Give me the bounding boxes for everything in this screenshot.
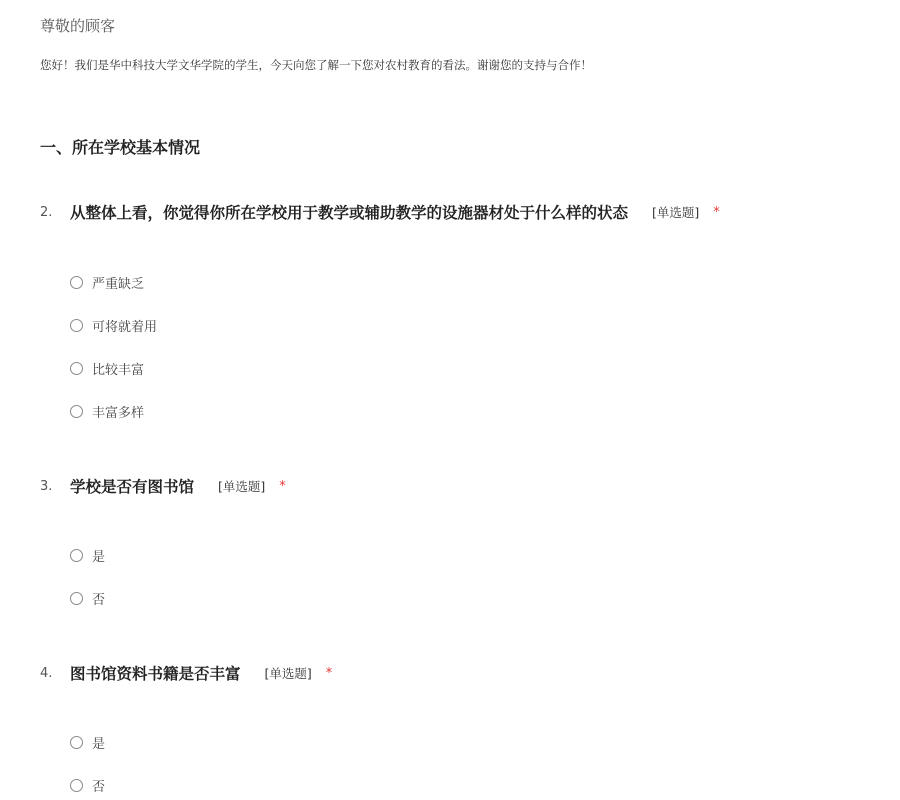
radio-button[interactable] — [70, 276, 83, 289]
radio-button[interactable] — [70, 549, 83, 562]
question-type: [单选题] — [652, 205, 700, 220]
question-title: 学校是否有图书馆 — [70, 478, 195, 496]
required-marker: * — [279, 478, 286, 494]
option-label[interactable]: 否 — [92, 779, 106, 795]
option-label[interactable]: 比较丰富 — [92, 362, 145, 378]
radio-button[interactable] — [70, 319, 83, 332]
radio-button[interactable] — [70, 405, 83, 418]
q2-option-1[interactable] — [70, 272, 144, 292]
q2-option-4[interactable] — [70, 401, 144, 421]
radio-button[interactable] — [70, 736, 83, 749]
question-number: 3. — [40, 478, 53, 494]
option-label[interactable]: 可将就着用 — [92, 319, 158, 335]
q4-option-2[interactable] — [70, 775, 105, 795]
intro-text: 您好！我们是华中科技大学文华学院的学生，今天向您了解一下您对农村教育的看法。谢谢您的支持与合作！ — [40, 58, 592, 72]
question-title: 从整体上看，你觉得你所在学校用于教学或辅助教学的设施器材处于什么样的状态 — [70, 204, 629, 222]
option-label[interactable]: 是 — [92, 549, 106, 565]
required-marker: * — [325, 665, 333, 681]
question-title: 图书馆资料书籍是否丰富 — [70, 665, 241, 683]
radio-button[interactable] — [70, 779, 83, 792]
question-number: 4. — [40, 665, 53, 681]
question-4-header — [40, 661, 332, 685]
q3-option-1[interactable] — [70, 545, 105, 565]
required-marker: * — [713, 204, 720, 220]
q4-option-1[interactable] — [70, 732, 105, 752]
greeting-text: 尊敬的顾客 — [40, 17, 116, 35]
q3-option-2[interactable] — [70, 588, 105, 608]
radio-button[interactable] — [70, 592, 83, 605]
q2-option-2[interactable] — [70, 315, 157, 335]
option-label[interactable]: 严重缺乏 — [92, 276, 145, 292]
q2-option-3[interactable] — [70, 358, 144, 378]
radio-button[interactable] — [70, 362, 83, 375]
option-label[interactable]: 是 — [92, 736, 106, 752]
question-2-header — [40, 200, 720, 224]
option-label[interactable]: 否 — [92, 592, 106, 608]
question-type: [单选题] — [218, 479, 266, 494]
question-3-header — [40, 474, 286, 498]
question-type: [单选题] — [264, 666, 312, 681]
question-number: 2. — [40, 204, 53, 220]
section-title: 一、所在学校基本情况 — [40, 138, 201, 157]
option-label[interactable]: 丰富多样 — [92, 405, 145, 421]
